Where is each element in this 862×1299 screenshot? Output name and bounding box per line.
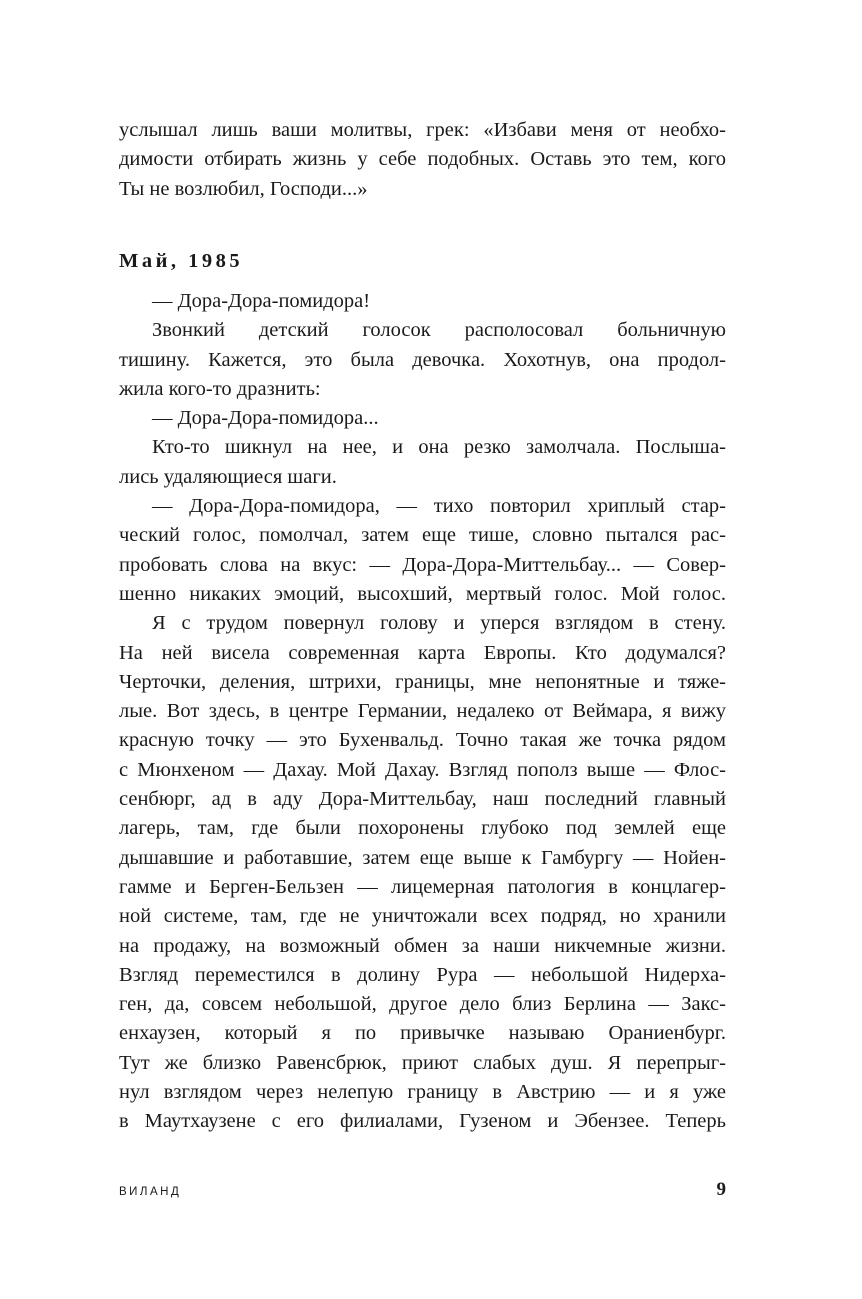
text-line: тишину. Кажется, это была девочка. Хохотнув, она продол-	[119, 348, 726, 371]
text-line: гамме и Берген-Бельзен — лицемерная патология в концлагер-	[119, 875, 726, 898]
text-line: енхаузен, который я по привычке называю Ораниенбург.	[119, 1022, 726, 1045]
text-line: Кто-то шикнул на нее, и она резко замолчала. Послыша-	[152, 436, 726, 459]
text-line: Ты не возлюбил, Господи...»	[119, 177, 368, 200]
text-line: — Дора-Дора-помидора!	[152, 290, 371, 312]
text-line: ген, да, совсем небольшой, другое дело близ Берлина — Закс-	[119, 993, 726, 1016]
text-line: лагерь, там, где были похоронены глубоко под землей еще	[119, 817, 726, 840]
text-line: Я с трудом повернул голову и уперся взглядом в стену.	[152, 612, 726, 635]
text-line: шенно никаких эмоций, высохший, мертвый голос. Мой голос.	[119, 582, 726, 605]
text-line: ческий голос, помолчал, затем еще тише, словно пытался рас-	[119, 524, 726, 547]
text-line: нул взглядом через нелепую границу в Австрию — и я уже	[119, 1081, 726, 1104]
text-line: димости отбирать жизнь у себе подобных. Оставь это тем, кого	[119, 148, 726, 171]
text-line: Взгляд переместился в долину Рура — небольшой Нидерха-	[119, 963, 726, 986]
text-line: жила кого-то дразнить:	[119, 377, 321, 400]
text-line: — Дора-Дора-помидора, — тихо повторил хриплый стар-	[152, 495, 726, 518]
text-line: лись удаляющиеся шаги.	[119, 465, 337, 488]
text-line: — Дора-Дора-помидора...	[152, 407, 379, 430]
page-number: 9	[716, 1179, 726, 1200]
text-line: Тут же близко Равенсбрюк, приют слабых душ. Я перепрыг-	[119, 1051, 726, 1074]
text-line: красную точку — это Бухенвальд. Точно такая же точка рядом	[119, 729, 726, 752]
text-line: ной системе, там, где не уничтожали всех подряд, но хранили	[119, 905, 726, 928]
body-text	[119, 287, 726, 1137]
text-line: услышал лишь ваши молитвы, грек: «Избави меня от необхо-	[119, 119, 726, 141]
running-title: ВИЛАНД	[119, 1186, 182, 1198]
text-line: дышавшие и работавшие, затем еще выше к Гамбургу — Нойен-	[119, 846, 726, 869]
text-line: На ней висела современная карта Европы. Кто додумался?	[119, 641, 726, 664]
text-line: сенбюрг, ад в аду Дора-Миттельбау, наш последний главный	[119, 788, 726, 811]
intro-paragraph	[119, 116, 726, 204]
text-line: Черточки, деления, штрихи, границы, мне непонятные и тяже-	[119, 670, 726, 693]
text-line: в Маутхаузене с его филиалами, Гузеном и Эбензее. Теперь	[119, 1110, 726, 1133]
text-line: лые. Вот здесь, в центре Германии, недалеко от Веймара, я вижу	[119, 700, 726, 723]
text-line: пробовать слова на вкус: — Дора-Дора-Миттельбау... — Совер-	[119, 553, 726, 576]
text-line: с Мюнхеном — Дахау. Мой Дахау. Взгляд пополз выше — Флос-	[119, 758, 726, 781]
text-line: на продажу, на возможный обмен за наши никчемные жизни.	[119, 934, 726, 957]
text-line: Звонкий детский голосок располосовал больничную	[152, 319, 726, 342]
section-heading: Май, 1985	[119, 250, 244, 272]
